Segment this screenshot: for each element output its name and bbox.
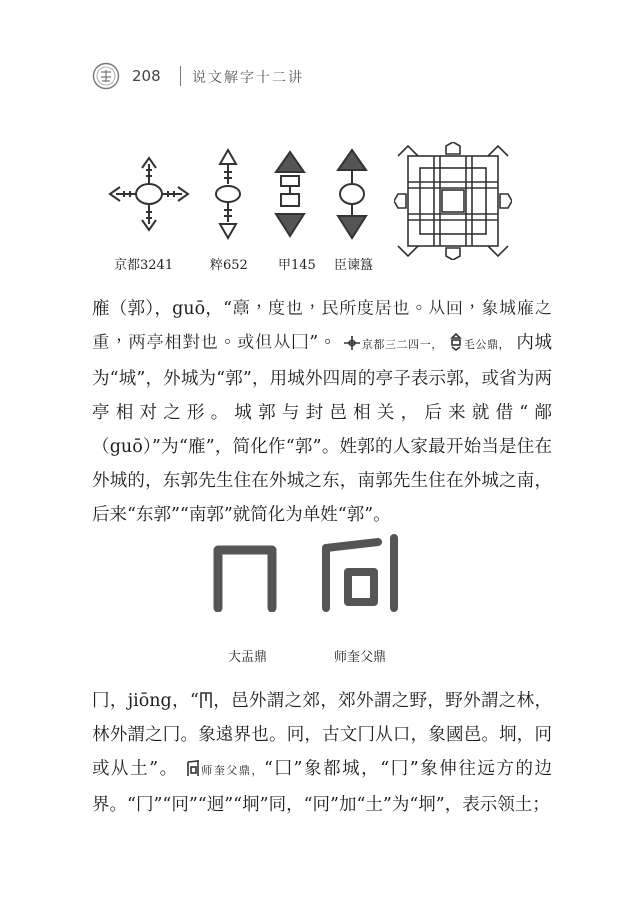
paragraph-jiong-text-a: 冂，jiōng，“ xyxy=(92,691,199,711)
paragraph-jiong-text-c: “囗”象都城，“冂”象伸往远方的边界。“冂”“冋”“迥”“坰”同，“冋”加“土”为“坰”，表示领土； xyxy=(92,759,552,815)
cite-jingdu: 京都三二四一， xyxy=(361,338,443,351)
header-divider xyxy=(180,66,181,86)
inline-glyph-jingdu-icon xyxy=(343,335,361,351)
caption-jia: 甲145 xyxy=(278,258,316,273)
inline-glyph-maogongding-icon xyxy=(449,333,463,351)
caption-cui: 粹652 xyxy=(210,258,248,273)
glyph-jia-icon xyxy=(270,148,310,240)
glyph-dayuding-icon xyxy=(210,542,280,612)
paragraph-jiong xyxy=(92,684,552,822)
paragraph-guo xyxy=(92,292,552,532)
ancient-glyph-figure xyxy=(100,142,530,272)
glyph-shikuifuding-icon xyxy=(318,532,402,616)
city-plan-diagram-icon xyxy=(394,142,512,260)
cite-maogongding: 毛公鼎， xyxy=(463,338,511,351)
inline-glyph-jiong-icon xyxy=(199,691,213,709)
glyph-jingdu-icon xyxy=(106,154,192,234)
paragraph-guo-text: 䧹（郭），guō，“𩫖，度也，民所度居也。从回，象城䧹之重，两亭相對也。或但从囗”。 xyxy=(92,299,552,353)
page-number: 208 xyxy=(132,67,161,85)
paragraph-guo-text-2: 内城为“城”，外城为“郭”，用城外四周的亭子表示郭，或省为两亭相对之形。城郭与封邑相关，后来就借“䣊（guō）”为“䧹”，简化作“郭”。姓郭的人家最开始当是住在外城的，东郭先生住在外城之东，南郭先生住在外城之南，后来“东郭”“南郭”就简化为单姓“郭”。 xyxy=(92,333,552,525)
caption-shikuifuding: 师奎父鼎 xyxy=(334,650,387,665)
book-title: 说文解字十二讲 xyxy=(192,70,304,86)
seal-emblem-icon xyxy=(92,62,120,90)
glyph-chenjiangui-icon xyxy=(330,146,374,242)
jiong-glyph-figure xyxy=(200,532,440,672)
caption-jingdu: 京都3241 xyxy=(114,258,174,273)
caption-dayuding: 大盂鼎 xyxy=(228,650,268,665)
glyph-cui-icon xyxy=(208,146,248,242)
inline-glyph-shikuifuding-icon xyxy=(186,759,200,777)
page-header xyxy=(92,62,552,92)
paragraph-jiong-text-b: ，邑外謂之郊，郊外謂之野，野外謂之林，林外謂之冂。象遠界也。冋，古文冂从口，象國邑。坰，冋或从土”。 xyxy=(92,691,552,779)
cite-shikuifuding: 师奎父鼎， xyxy=(199,764,265,777)
caption-chenjiangui: 臣谏簋 xyxy=(334,258,374,273)
